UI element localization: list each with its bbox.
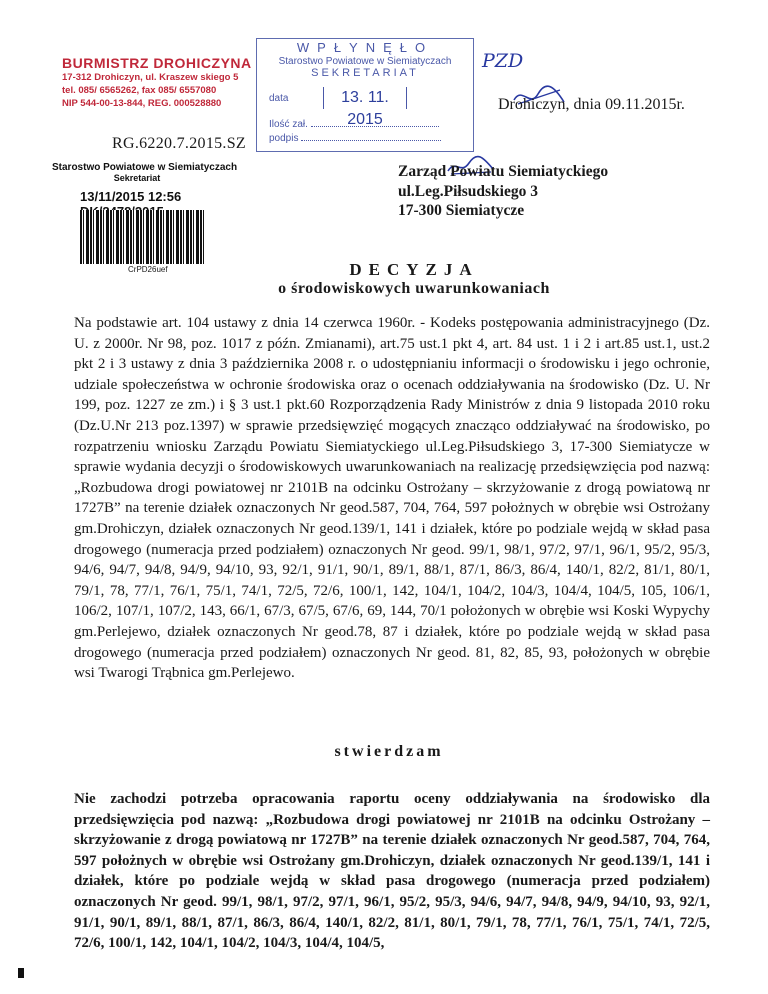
stamp-date-value: 13. 11. 2015 <box>323 87 407 109</box>
decision-paragraph: Nie zachodzi potrzeba opracowania raportu oceny oddziaływania na środowisko dla przedsięwzięcia pod nazwą: „Rozbudowa drogi powiatowej nr 2101B na odcinku Ostrożany – skrzyżowanie z drogą powiatową nr 1727B” na terenie działek oznaczonych Nr geod.587, 704, 764, 597 położnych w obrębie wsi Ostrożany gm.Drohiczyn, działek oznaczonych Nr geod.139/1, 141 i działek, które po podziale wejdą w skład pasa drogowego (numeracja przed podziałem) oznaczonych Nr geod. 99/1, 98/1, 97/2, 97/1, 96/1, 95/2, 95/3, 94/6, 94/7, 94/8, 94/9, 94/10, 93, 92/1, 91/1, 90/1, 89/1, 88/1, 87/1, 86/3, 86/4, 140/1, 82/2, 81/1, 80/1, 79/1, 78, 77/1, 76/1, 75/1, 74/1, 72/5, 72/6, 100/1, 142, 104/1, 104/2, 104/3, 104/4, 104/5, <box>74 791 710 952</box>
document-title: DECYZJA <box>349 260 479 279</box>
reference-number: RG.6220.7.2015.SZ <box>112 135 246 152</box>
barcode <box>80 210 205 264</box>
scan-margin-mark <box>18 968 24 978</box>
stamp-heading: WPŁYNĘŁO <box>296 40 434 55</box>
label-datetime: 13/11/2015 12:56 <box>80 189 182 204</box>
place-date: Drohiczyn, dnia 09.11.2015r. <box>498 96 685 113</box>
mayor-title: BURMISTRZ DROHICZYNA <box>62 55 252 71</box>
mayor-phone: tel. 085/ 6565262, fax 085/ 6557080 <box>62 85 217 96</box>
received-stamp <box>256 38 474 152</box>
document-heading <box>0 260 768 298</box>
stamp-unit: SEKRETARIAT <box>311 67 419 79</box>
addressee <box>398 162 608 221</box>
mayor-nip: NIP 544-00-13-844, REG. 000528880 <box>62 98 222 109</box>
label-office: Starostwo Powiatowe w Siemiatyczach <box>52 162 238 173</box>
stamp-sign-dots <box>301 140 441 141</box>
handwritten-note: PZD <box>482 50 524 72</box>
document-subtitle: o środowiskowych uwarunkowaniach <box>278 280 550 297</box>
stamp-count-row <box>269 119 439 130</box>
label-unit: Sekretariat <box>113 173 161 183</box>
stwierdzam-heading: stwierdzam <box>334 743 444 760</box>
stamp-sign-row <box>269 133 441 144</box>
mayor-stamp <box>62 55 252 110</box>
addressee-name: Zarząd Powiatu Siemiatyckiego <box>398 163 609 180</box>
stamp-count-label: Ilość zał. <box>269 119 308 130</box>
addressee-street: ul.Leg.Piłsudskiego 3 <box>398 182 538 200</box>
stamp-count-dots <box>311 126 439 127</box>
stamp-office: Starostwo Powiatowe w Siemiatyczach <box>278 56 452 67</box>
stamp-sign-label: podpis <box>269 133 299 144</box>
mayor-address: 17-312 Drohiczyn, ul. Kraszew skiego 5 <box>62 72 239 83</box>
stamp-date-label: data <box>269 93 289 104</box>
addressee-city: 17-300 Siemiatycze <box>398 202 525 219</box>
legal-basis-paragraph: Na podstawie art. 104 ustawy z dnia 14 czerwca 1960r. - Kodeks postępowania administracyjnego (Dz. U. z 2000r. Nr 98, poz. 1017 z późn. Zmianami), art.75 ust.1 pkt 4, art. 84 ust. 1 i 2 i art.85 ust.1, ust.2 pkt 2 i 3 ustawy z dnia 3 października 2008 r. o udostępnianiu informacji o środowisku i jego ochronie, udziale społeczeństwa w ochronie środowiska oraz o ocenach oddziaływania na środowisko (Dz. U. Nr 199, poz. 1227 ze zm.) i § 3 ust.1 pkt.60 Rozporządzenia Rady Ministrów z dnia 9 listopada 2010 roku (Dz.U.Nr 213 poz.1397) w sprawie przedsięwzięć mogących znacząco oddziaływać na środowisko, po rozpatrzeniu wniosku Zarządu Powiatu Siemiatyckiego ul.Leg.Piłsudskiego 3, 17-300 Siemiatycze w sprawie wydania decyzji o środowiskowych uwarunkowaniach na realizację przedsięwzięcia pod nazwą: „Rozbudowa drogi powiatowej nr 2101B na odcinku Ostrożany – skrzyżowanie z drogą powiatową nr 1727B” na terenie działek oznaczonych Nr geod.587, 704, 764, 597 położnych w obrębie wsi Ostrożany gm.Drohiczyn, działek oznaczonych Nr geod.139/1, 141 i działek, które po podziale wejdą w skład pasa drogowego (numeracja przed podziałem) oznaczonych Nr geod. 99/1, 98/1, 97/2, 97/1, 96/1, 95/2, 95/3, 94/6, 94/7, 94/8, 94/9, 94/10, 93, 92/1, 91/1, 90/1, 89/1, 88/1, 87/1, 86/3, 86/4, 140/1, 82/2, 81/1, 80/1, 79/1, 78, 77/1, 76/1, 75/1, 74/1, 72/5, 72/6, 100/1, 142, 104/1, 104/2, 104/3, 104/4, 104/5, 105, 106/1, 106/2, 107/1, 107/2, 143, 66/1, 67/3, 67/5, 67/6, 69, 144, 70/1 położonych w obrębie wsi Koski Wypychy gm.Perlejewo, działek oznaczonych Nr geod.78, 87 i działek, które po podziale wejdą w skład pasa drogowego (numeracja przed podziałem) oznaczonych Nr geod. 81, 82, 85, 93, położonych w obrębie wsi Twarogi Trąbnica gm.Perlejewo. <box>74 315 710 682</box>
barcode-text: CrPD26uef <box>128 265 168 274</box>
